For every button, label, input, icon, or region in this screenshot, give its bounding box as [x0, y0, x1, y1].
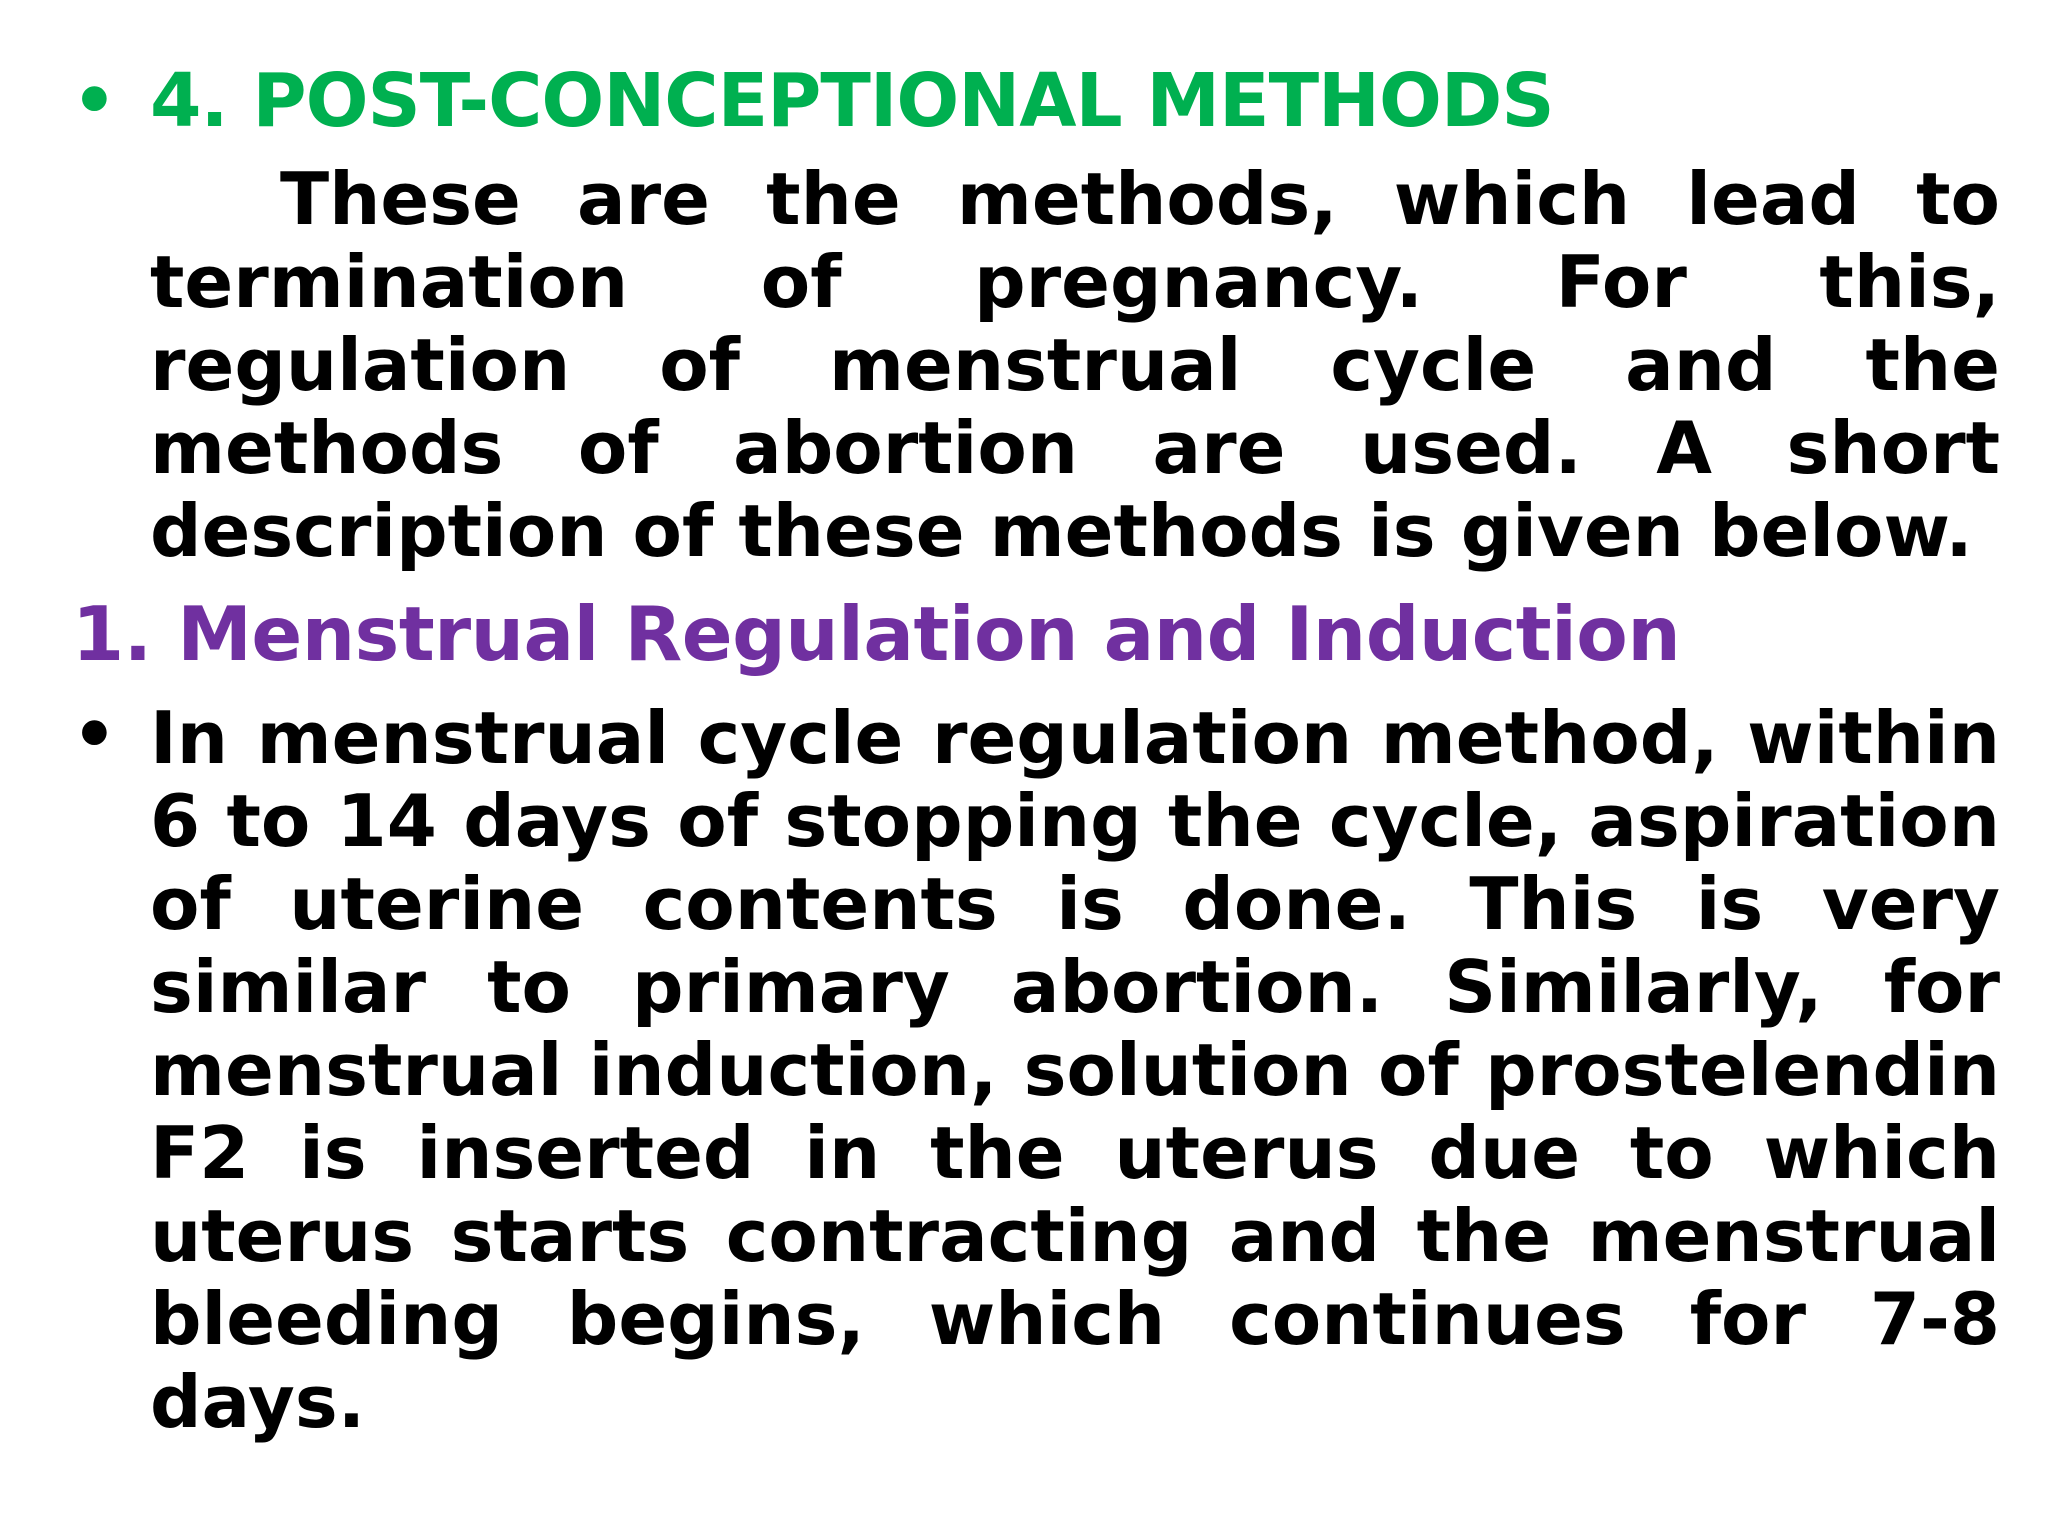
bullet-paragraph-2: •: [72, 694, 117, 776]
intro-paragraph: These are the methods, which lead to termination of pregnancy. For this, regulation of menstrual cycle and the methods of abortion are used. A short description of these methods is given below.: [150, 157, 2000, 573]
menstrual-regulation-paragraph: In menstrual cycle regulation method, within 6 to 14 days of stopping the cycle, aspiration of uterine contents is done. This is very similar to primary abortion. Similarly, for menstrual induction, solution of prostelendin F2 is inserted in the uterus due to which uterus starts contracting and the menstrual bleeding begins, which continues for 7-8 days.: [150, 696, 2000, 1444]
bullet-heading-1: •: [72, 60, 117, 142]
subheading-menstrual-regulation: 1. Menstrual Regulation and Induction: [72, 590, 1681, 678]
section-heading-post-conceptional: 4. POST-CONCEPTIONAL METHODS: [150, 58, 1554, 144]
